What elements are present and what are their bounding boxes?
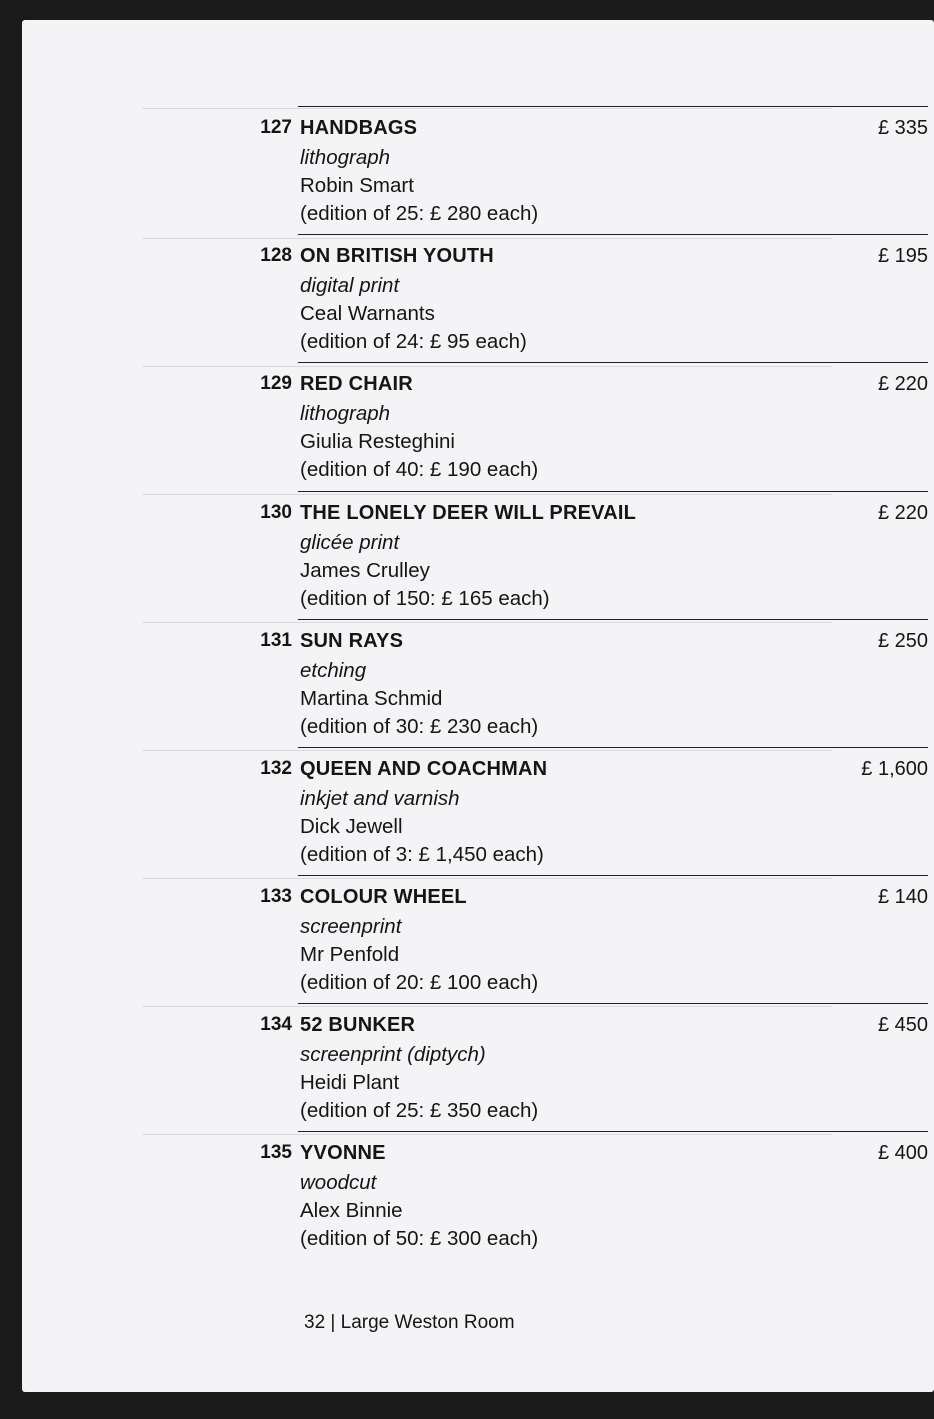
edition-info: (edition of 50: £ 300 each) <box>300 1227 539 1250</box>
artwork-price: £ 250 <box>877 630 928 652</box>
artwork-title: SUN RAYS <box>300 630 404 652</box>
artwork-title: RED CHAIR <box>300 373 413 395</box>
artwork-price: £ 140 <box>877 886 928 908</box>
artwork-price: £ 400 <box>877 1142 928 1164</box>
artist-name: James Crulley <box>300 559 430 582</box>
catalogue-entry <box>260 747 928 876</box>
artist-name: Alex Binnie <box>300 1199 403 1222</box>
edition-info: (edition of 25: £ 280 each) <box>300 202 539 225</box>
artwork-price: £ 335 <box>877 117 928 139</box>
lot-number: 128 <box>260 245 292 266</box>
lot-number: 135 <box>260 1142 292 1163</box>
catalogue-entry <box>260 619 928 748</box>
lot-number: 134 <box>260 1014 292 1035</box>
lot-number: 133 <box>260 886 292 907</box>
artwork-title: 52 BUNKER <box>300 1014 416 1036</box>
lot-number: 127 <box>260 117 292 138</box>
artwork-price: £ 450 <box>877 1014 928 1036</box>
lot-number: 130 <box>260 502 292 523</box>
artwork-medium: glicée print <box>300 531 400 554</box>
catalogue-page <box>22 20 934 1392</box>
artwork-title: QUEEN AND COACHMAN <box>300 758 548 780</box>
artwork-title: YVONNE <box>300 1142 386 1164</box>
artwork-title: HANDBAGS <box>300 117 418 139</box>
catalogue-entry <box>260 234 928 363</box>
artwork-price: £ 220 <box>877 373 928 395</box>
artwork-medium: lithograph <box>300 402 391 425</box>
artist-name: Martina Schmid <box>300 687 443 710</box>
artwork-price: £ 220 <box>877 502 928 524</box>
artist-name: Mr Penfold <box>300 943 400 966</box>
page-footer: 32 | Large Weston Room <box>304 1312 515 1333</box>
catalogue-entry <box>260 1003 928 1132</box>
catalogue-entry <box>260 106 928 235</box>
artwork-title: THE LONELY DEER WILL PREVAIL <box>300 502 637 524</box>
catalogue-entry <box>260 362 928 491</box>
catalogue-entry <box>260 491 928 620</box>
artwork-medium: screenprint <box>300 915 402 938</box>
artist-name: Dick Jewell <box>300 815 403 838</box>
artwork-medium: etching <box>300 659 367 682</box>
artwork-title: ON BRITISH YOUTH <box>300 245 494 267</box>
artist-name: Giulia Resteghini <box>300 430 455 453</box>
edition-info: (edition of 40: £ 190 each) <box>300 458 539 481</box>
artwork-price: £ 195 <box>877 245 928 267</box>
artist-name: Robin Smart <box>300 174 414 197</box>
artist-name: Heidi Plant <box>300 1071 400 1094</box>
artwork-medium: screenprint (diptych) <box>300 1043 486 1066</box>
artwork-medium: woodcut <box>300 1171 377 1194</box>
edition-info: (edition of 24: £ 95 each) <box>300 330 527 353</box>
lot-number: 131 <box>260 630 292 651</box>
edition-info: (edition of 150: £ 165 each) <box>300 587 550 610</box>
artwork-title: COLOUR WHEEL <box>300 886 467 908</box>
catalogue-entry <box>260 875 928 1004</box>
lot-number: 132 <box>260 758 292 779</box>
lot-number: 129 <box>260 373 292 394</box>
artist-name: Ceal Warnants <box>300 302 435 325</box>
catalogue-entry <box>260 1131 928 1260</box>
artwork-medium: inkjet and varnish <box>300 787 460 810</box>
edition-info: (edition of 3: £ 1,450 each) <box>300 843 544 866</box>
edition-info: (edition of 25: £ 350 each) <box>300 1099 539 1122</box>
artwork-price: £ 1,600 <box>861 758 928 780</box>
artwork-medium: digital print <box>300 274 400 297</box>
artwork-medium: lithograph <box>300 146 391 169</box>
edition-info: (edition of 20: £ 100 each) <box>300 971 539 994</box>
edition-info: (edition of 30: £ 230 each) <box>300 715 539 738</box>
